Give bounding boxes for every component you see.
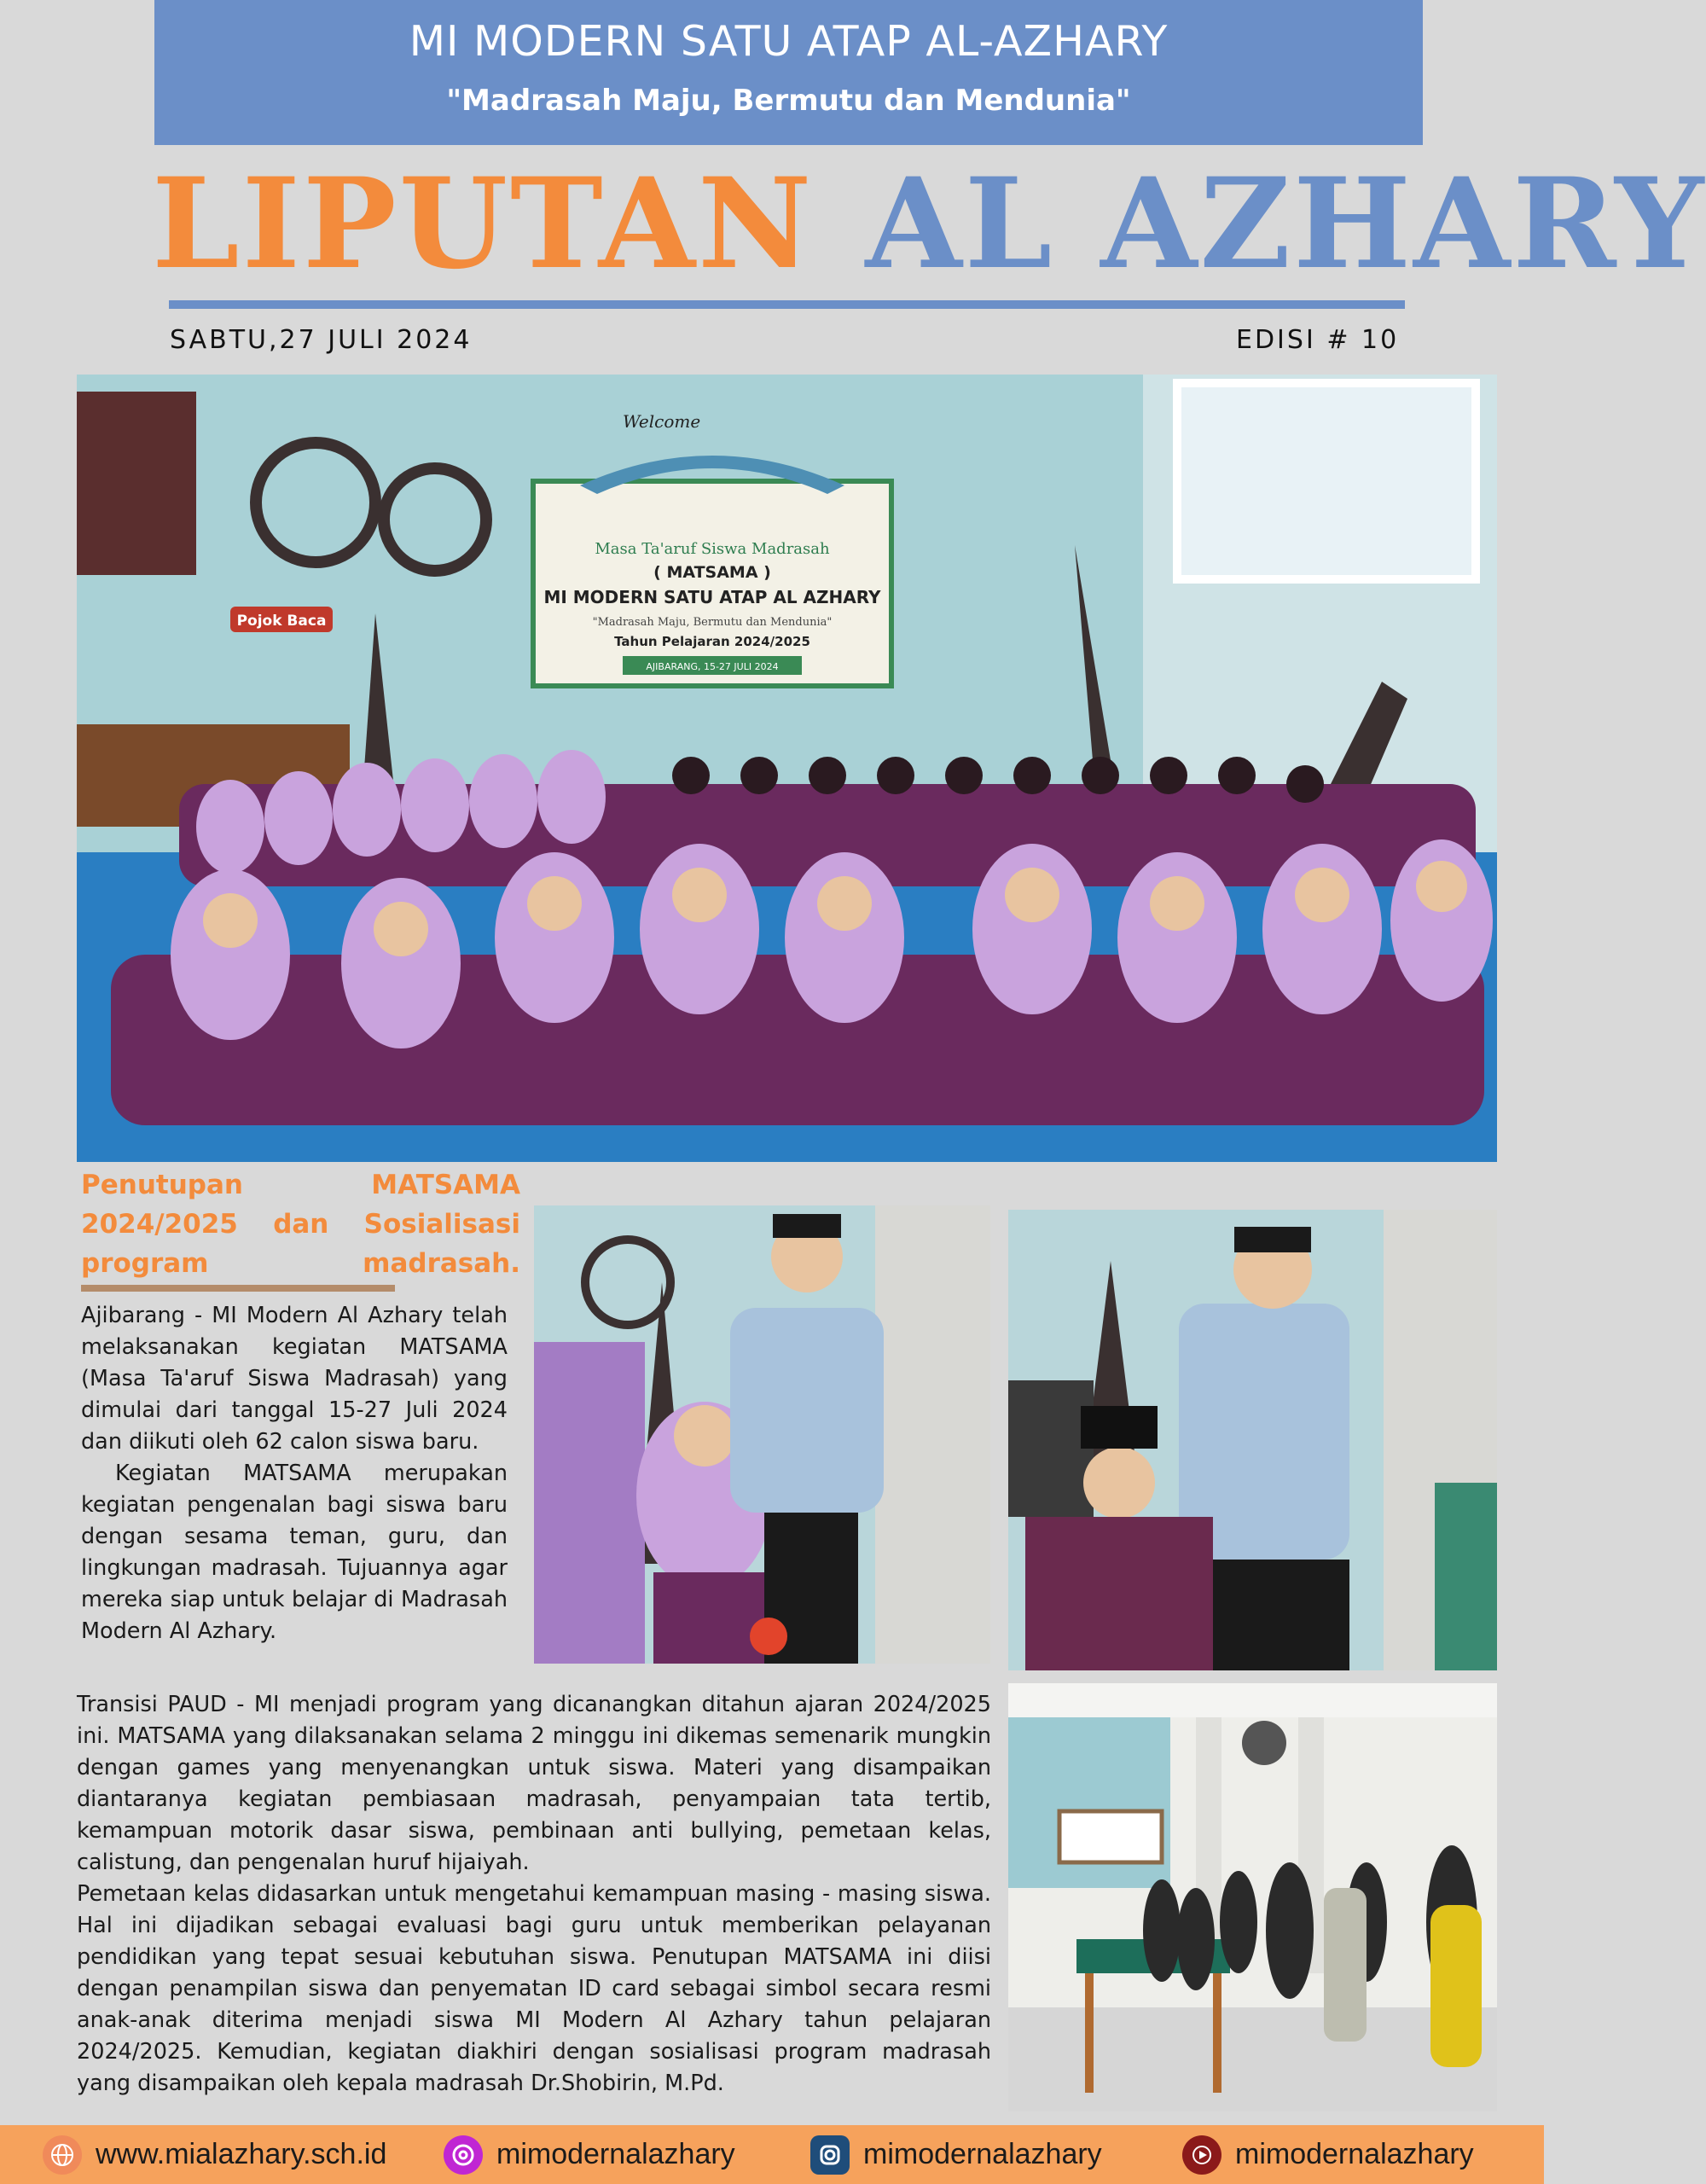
youtube-icon: [1182, 2135, 1221, 2175]
photo-teacher-with-girl: [534, 1205, 990, 1664]
issue-edition: EDISI # 10: [1236, 325, 1400, 355]
banner-line-3: MI MODERN SATU ATAP AL AZHARY: [543, 587, 881, 607]
banner-line-5: Tahun Pelajaran 2024/2025: [614, 634, 810, 649]
article-paragraph-2: Kegiatan MATSAMA merupakan kegiatan pengenalan bagi siswa baru dengan sesama teman, guru, dan lingkungan madrasah. Tujuannya agar mereka siap untuk belajar di Madrasah Modern Al Azhary.: [81, 1461, 508, 1644]
masthead-word-alazhary: AL AZHARY: [865, 151, 1706, 297]
footer-instagram-text: mimodernalazhary: [863, 2138, 1102, 2170]
masthead-divider: [169, 300, 1405, 309]
photo-teacher-with-boy: [1008, 1210, 1497, 1670]
globe-icon: [43, 2135, 82, 2175]
banner-line-2: ( MATSAMA ): [653, 563, 771, 582]
footer-threads-text: mimodernalazhary: [496, 2138, 735, 2170]
instagram-icon: [810, 2135, 850, 2175]
banner-line-4: "Madrasah Maju, Bermutu dan Mendunia": [592, 616, 833, 629]
article-intro-column: [81, 1300, 508, 1647]
issue-date: SABTU,27 JULI 2024: [170, 325, 473, 355]
footer-youtube-text: mimodernalazhary: [1235, 2138, 1474, 2170]
masthead-title: [152, 151, 1706, 297]
header-banner: [154, 0, 1423, 145]
school-name: MI MODERN SATU ATAP AL-AZHARY: [409, 17, 1169, 66]
headline-underline: [81, 1285, 395, 1292]
footer-youtube[interactable]: [1182, 2125, 1474, 2184]
banner-line-1: Masa Ta'aruf Siswa Madrasah: [595, 540, 830, 558]
footer-website[interactable]: [43, 2125, 386, 2184]
footer-social-bar: [0, 2125, 1544, 2184]
footer-instagram[interactable]: [810, 2125, 1102, 2184]
footer-website-text: www.mialazhary.sch.id: [96, 2138, 387, 2170]
article-headline: Penutupan MATSAMA 2024/2025 dan Sosialisasi program madrasah.: [81, 1170, 520, 1279]
banner-line-6: AJIBARANG, 15-27 JULI 2024: [646, 661, 779, 672]
masthead-word-liputan: LIPUTAN: [152, 151, 815, 297]
welcome-sign: Welcome: [623, 411, 701, 432]
article-body: [77, 1689, 991, 2100]
article-paragraph-4: Pemetaan kelas didasarkan untuk mengetahui kemampuan masing - masing siswa. Hal ini dijadikan sebagai evaluasi bagi guru untuk memberikan pelayanan pendidikan yang tepat sesuai kebutuhan siswa. Penutupan MATSAMA ini diisi dengan penampilan siswa dan penyematan ID card sebagai simbol secara resmi anak-anak diterima menjadi siswa MI Modern Al Azhary tahun pelajaran 2024/2025. Kemudian, kegiatan diakhiri dengan sosialisasi program madrasah yang disampaikan oleh kepala madrasah Dr.Shobirin, M.Pd.: [77, 1881, 991, 2096]
school-motto: "Madrasah Maju, Bermutu dan Mendunia": [446, 84, 1131, 118]
pojok-baca-sign: Pojok Baca: [236, 613, 327, 630]
photo-parents-socialization: [1008, 1683, 1497, 2111]
threads-icon: [444, 2135, 483, 2175]
article-paragraph-1: Ajibarang - MI Modern Al Azhary telah melaksanakan kegiatan MATSAMA (Masa Ta'aruf Siswa Madrasah) yang dimulai dari tanggal 15-27 Juli 2024 dan diikuti oleh 62 calon siswa baru.: [81, 1303, 508, 1455]
article-paragraph-3: Transisi PAUD - MI menjadi program yang dicanangkan ditahun ajaran 2024/2025 ini. MATSAMA yang dilaksanakan selama 2 minggu ini dikemas semenarik mungkin dengan games yang menyenangkan untuk siswa. Materi yang disampaikan diantaranya kegiatan pembiasaan madrasah, penyampaian tata tertib, kemampuan motorik dasar siswa, pembinaan anti bullying, pemetaan kelas, calistung, dan pengenalan huruf hijaiyah.: [77, 1692, 991, 1875]
main-group-photo: [77, 375, 1497, 1162]
footer-threads[interactable]: [444, 2125, 735, 2184]
